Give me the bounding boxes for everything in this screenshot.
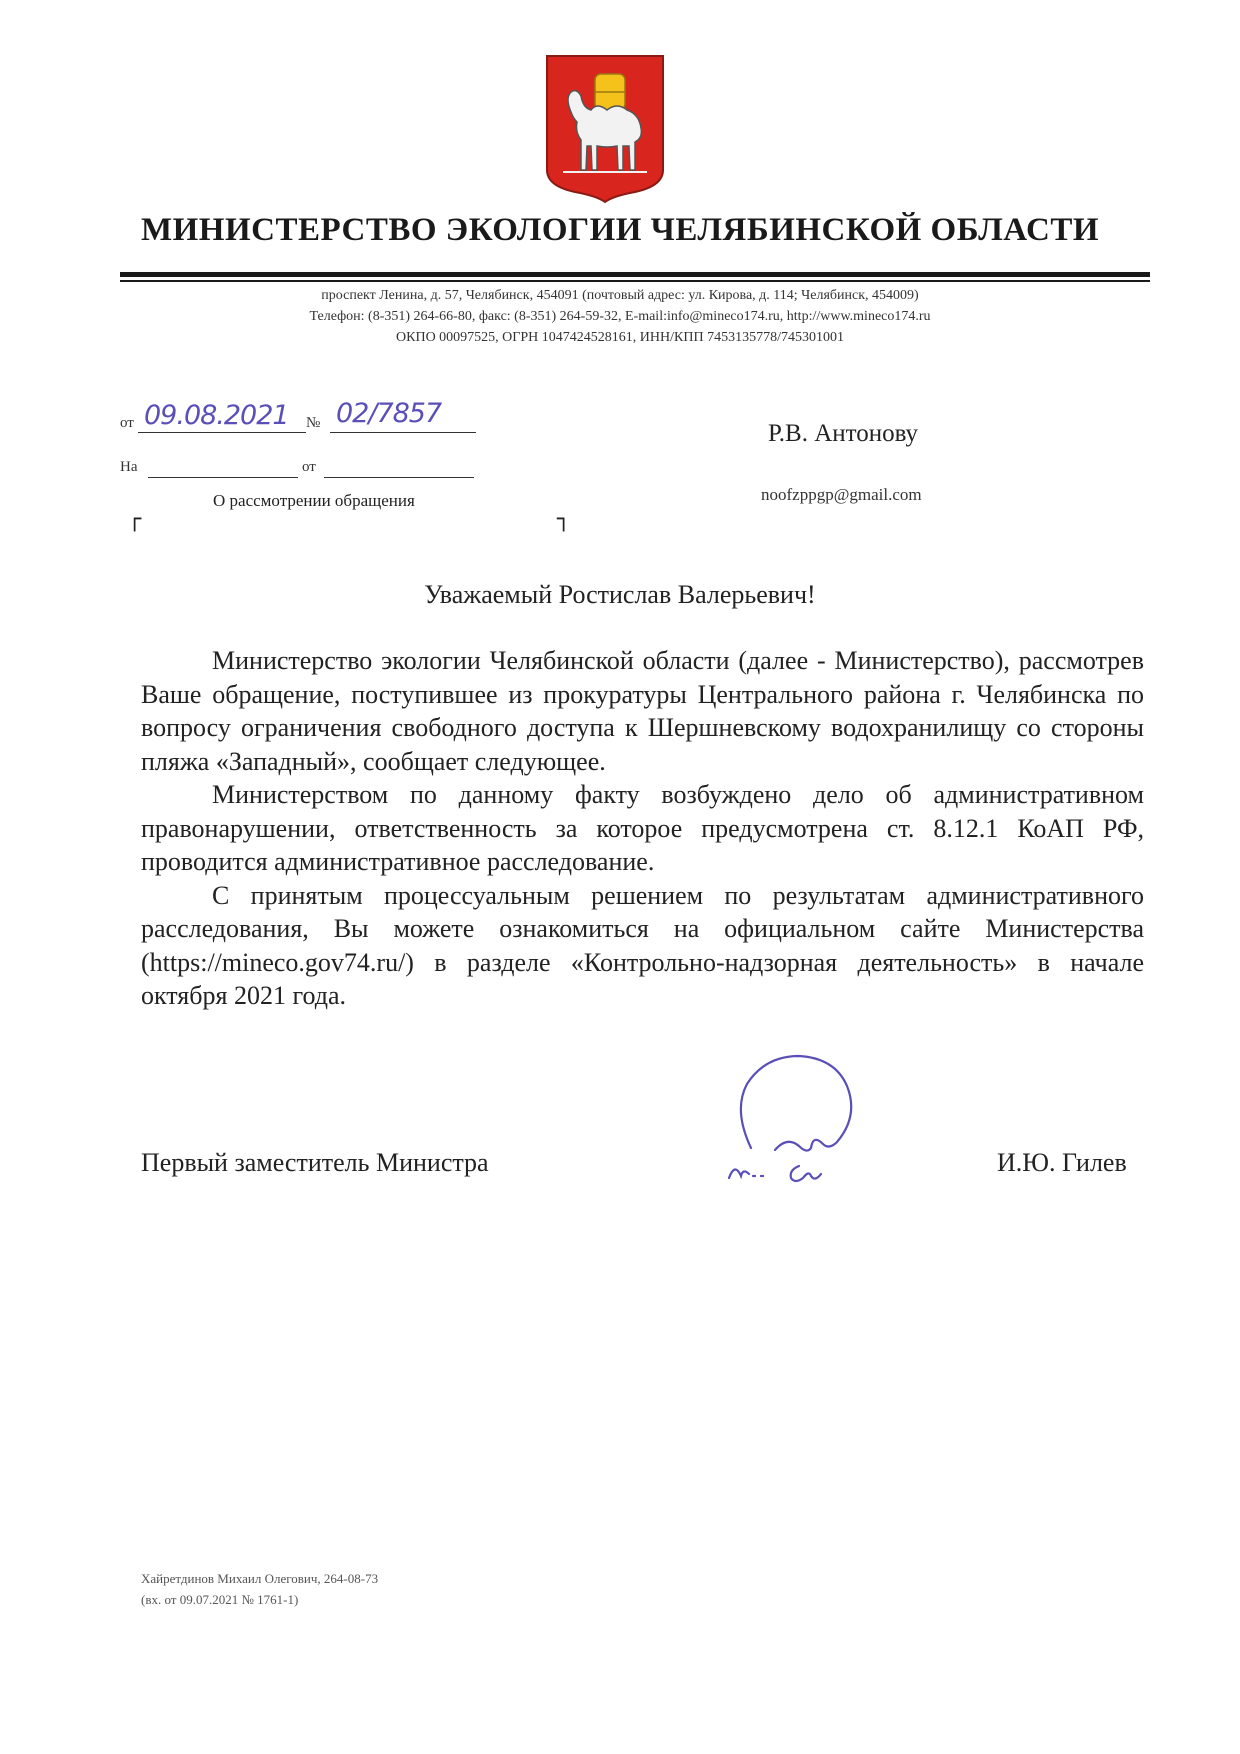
subject-corner-left: ┌ [128, 507, 142, 532]
header-divider-thick [120, 272, 1150, 277]
body-paragraph: Министерство экологии Челябинской области (далее - Министерство), рассмотрев Ваше обращение, поступившее из прокуратуры Центрального района г. Челябинска по вопросу ограничения свободного доступа к Шершневскому водохранилищу со стороны пляжа «Западный», сообщает следующее. [141, 646, 1144, 776]
ministry-title: МИНИСТЕРСТВО ЭКОЛОГИИ ЧЕЛЯБИНСКОЙ ОБЛАСТИ [140, 212, 1100, 248]
registration-number: 02/7857 [336, 398, 442, 429]
salutation: Уважаемый Ростислав Валерьевич! [424, 580, 816, 609]
header-divider-thin [120, 280, 1150, 282]
signatory-title: Первый заместитель Министра [141, 1148, 489, 1177]
in-reply-to-date-label: от [302, 459, 316, 475]
codes-line: ОКПО 00097525, ОГРН 1047424528161, ИНН/КПП 7453135778/745301001 [396, 330, 844, 345]
executor-line: Хайретдинов Михаил Олегович, 264-08-73 [141, 1571, 379, 1586]
in-reply-to-label: На [120, 459, 138, 475]
incoming-reference: (вх. от 09.07.2021 № 1761-1) [141, 1592, 299, 1607]
letter-body [141, 644, 1144, 1013]
signatory-name: И.Ю. Гилев [997, 1148, 1127, 1177]
recipient-email: noofzppgp@gmail.com [761, 485, 922, 504]
number-label: № [306, 415, 321, 431]
handwritten-signature [715, 1050, 875, 1190]
address-line: проспект Ленина, д. 57, Челябинск, 454091 (почтовый адрес: ул. Кирова, д. 114; Челябинск, 454009) [321, 288, 919, 303]
recipient-name: Р.В. Антонову [768, 420, 919, 447]
date-field [138, 402, 306, 433]
body-paragraph: Министерством по данному факту возбуждено дело об административном правонарушении, ответственность за которое предусмотрена ст. 8.12.1 КоАП РФ, проводится административное расследование. [141, 780, 1144, 876]
in-reply-to-field [148, 460, 298, 478]
body-paragraph: С принятым процессуальным решением по результатам административного расследования, Вы можете ознакомиться на официальном сайте Министерства (https://mineco.gov74.ru/) в разделе «Контрольно-надзорная деятельность» в начале октября 2021 года. [141, 880, 1144, 1010]
registration-date: 09.08.2021 [144, 400, 289, 431]
coat-of-arms-icon [543, 52, 667, 204]
date-from-label: от [120, 415, 134, 431]
number-field [330, 398, 476, 433]
contacts-line: Телефон: (8-351) 264-66-80, факс: (8-351) 264-59-32, E-mail:info@mineco174.ru, http://www.mineco174.ru [309, 309, 931, 324]
subject-line: О рассмотрении обращения [213, 491, 415, 510]
subject-corner-right: ┐ [557, 507, 571, 532]
in-reply-to-date-field [324, 460, 474, 478]
